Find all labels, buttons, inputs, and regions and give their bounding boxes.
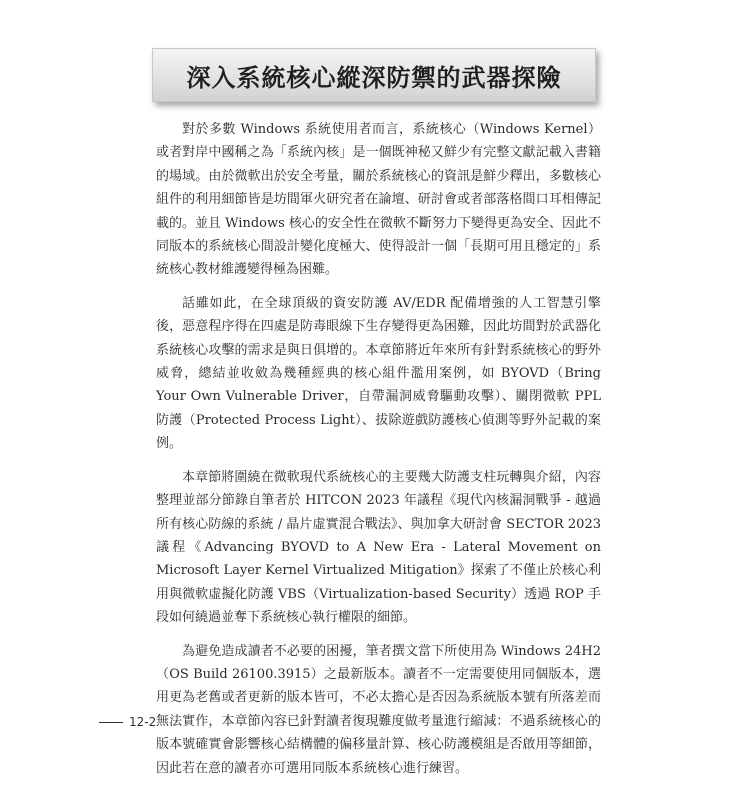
page-number: 12-2 (129, 715, 157, 729)
paragraph-1: 對於多數 Windows 系統使用者而言，系統核心（Windows Kernel）或者對岸中國稱之為「系統內核」是一個既神秘又鮮少有完整文獻記載入書籍的場域。由於微軟出於安全考量，關於系統核心的資訊是鮮少釋出，多數核心組件的利用細節皆是坊間軍火研究者在論壇、研討會或者部落格間口耳相傳記載的。並且 Windows 核心的安全性在微軟不斷努力下變得更為安全、因此不同版本的系統核心間設計變化度極大、使得設計一個「長期可用且穩定的」系統核心教材維護變得極為困難。 (156, 122, 601, 278)
paragraph-2: 話雖如此，在全球頂級的資安防護 AV/EDR 配備增強的人工智慧引擎後，惡意程序得在四處是防毒眼線下生存變得更為困難，因此坊間對於武器化系統核心攻擊的需求是與日俱增的。本章節將近年來所有針對系統核心的野外威脅，總結並收斂為幾種經典的核心組件濫用案例，如 BYOVD（Bring Your Own Vulnerable Driver，自帶漏洞威脅驅動攻擊）、關閉微軟 PPL 防護（Protected Process Light）、拔除遊戲防護核心偵測等野外記載的案例。 (156, 295, 601, 452)
chapter-title: 深入系統核心縱深防禦的武器探險 (186, 63, 562, 92)
page-footer (99, 715, 156, 729)
paragraph-4: 為避免造成讀者不必要的困擾，筆者撰文當下所使用為 Windows 24H2（OS Build 26100.3915）之最新版本。讀者不一定需要使用同個版本，選用更為老舊或者更新的版本皆可，不必太擔心是否因為系統版本號有所落差而無法實作，本章節內容已針對讀者復現難度做考量進行縮減：不過系統核心的版本號確實會影響核心結構體的偏移量計算、核心防護模組是否啟用等細節，因此若在意的讀者亦可選用同版本系統核心進行練習。 (156, 643, 601, 776)
chapter-title-banner (152, 48, 596, 102)
paragraph-3: 本章節將圍繞在微軟現代系統核心的主要幾大防護支柱玩轉與介紹，內容整理並部分節錄自筆者於 HITCON 2023 年議程《現代內核漏洞戰爭 - 越過所有核心防線的系統 / 晶片虛實混合戰法》、與加拿大研討會 SECTOR 2023 議程《Advancing BYOVD to A New Era - Lateral Movement on Microsoft Layer Kernel Virtualized Mitigation》探索了不僅止於核心利用與微軟虛擬化防護 VBS（Virtualization-based Security）透過 ROP 手段如何繞過並奪下系統核心執行權限的細節。 (156, 469, 601, 626)
footer-rule (99, 722, 123, 723)
body-text (156, 118, 601, 790)
